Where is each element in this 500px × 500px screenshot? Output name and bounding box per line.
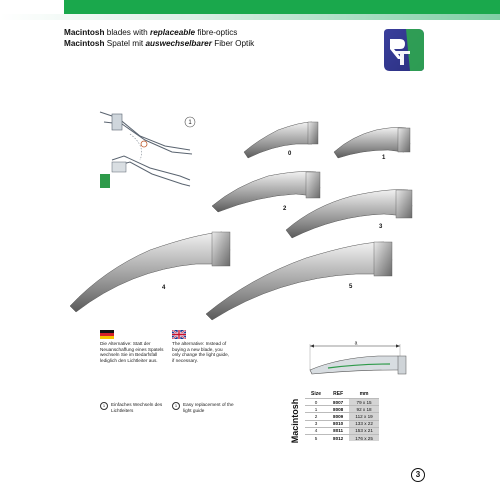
note-english: The alternative: Instead of buying a new blade, you only change the light guide, if necessary. (172, 341, 230, 363)
cell-ref: 8009 (327, 413, 349, 420)
feature-en-text: Easy replacement of the light guide (183, 402, 234, 413)
cell-mm: 79 x 15 (349, 399, 379, 406)
cell-mm: 112 x 19 (349, 413, 379, 420)
size-table (305, 390, 379, 441)
cell-size: 5 (305, 434, 327, 441)
blade-4 (70, 232, 230, 312)
cell-mm: 92 x 18 (349, 406, 379, 413)
table-row (305, 434, 379, 441)
uk-flag-icon (172, 330, 186, 339)
blade-2 (212, 172, 320, 213)
dimension-label: a (354, 340, 358, 347)
table-row (305, 420, 379, 427)
cell-ref: 8012 (327, 434, 349, 441)
cell-size: 2 (305, 413, 327, 420)
feature-german (100, 402, 166, 413)
blade-label-1: 1 (382, 155, 386, 161)
inset-callout-number: 1 (188, 120, 192, 126)
col-mm: mm (359, 391, 369, 397)
blade-label-0: 0 (288, 151, 292, 157)
blade-0 (244, 122, 318, 158)
blade-label-4: 4 (162, 285, 166, 291)
cell-mm: 176 x 25 (349, 434, 379, 441)
col-ref: REF (333, 391, 344, 397)
feature-de-text: Einfaches Wechseln des Lichtleiters (111, 402, 163, 413)
blade-label-3: 3 (379, 224, 383, 230)
cell-size: 3 (305, 420, 327, 427)
feature-en-number: 1 (172, 402, 180, 410)
table-row (305, 413, 379, 420)
header-gradient-bar (0, 14, 500, 20)
title-line-en: Macintosh blades with replaceable fibre-optics (64, 28, 238, 37)
cell-size: 4 (305, 427, 327, 434)
inset-diagram (100, 112, 195, 188)
cell-mm: 153 x 21 (349, 427, 379, 434)
table-row (305, 399, 379, 406)
feature-de-number: 1 (100, 402, 108, 410)
cell-ref: 8008 (327, 406, 349, 413)
blade-3 (286, 190, 412, 238)
title-line-de: Macintosh Spatel mit auswechselbarer Fiber Optik (64, 39, 255, 48)
spec-side-label: Macintosh (290, 398, 300, 444)
german-flag-icon (100, 330, 114, 339)
blades-illustration (0, 100, 500, 330)
blade-label-5: 5 (349, 284, 353, 290)
page-title (64, 27, 254, 49)
table-row (305, 427, 379, 434)
blade-5 (206, 242, 392, 320)
cell-mm: 133 x 22 (349, 420, 379, 427)
feature-english (172, 402, 238, 413)
cell-size: 1 (305, 406, 327, 413)
cell-ref: 8010 (327, 420, 349, 427)
size-table-header (305, 390, 379, 399)
page-number: 3 (411, 468, 425, 482)
cell-ref: 8011 (327, 427, 349, 434)
col-size: Size (311, 391, 322, 397)
header-green-bar (64, 0, 500, 14)
note-german: Die Alternative: Statt der Neuanschaffung eines Spatels wechseln Sie im Bedarfsfall lediglich den Lichtleiter aus. (100, 341, 164, 363)
cell-ref: 8007 (327, 399, 349, 406)
table-row (305, 406, 379, 413)
cell-size: 0 (305, 399, 327, 406)
brand-logo-icon (380, 27, 426, 73)
blade-dimension-diagram (298, 340, 428, 384)
blade-label-2: 2 (283, 206, 287, 212)
blade-1 (334, 127, 410, 158)
